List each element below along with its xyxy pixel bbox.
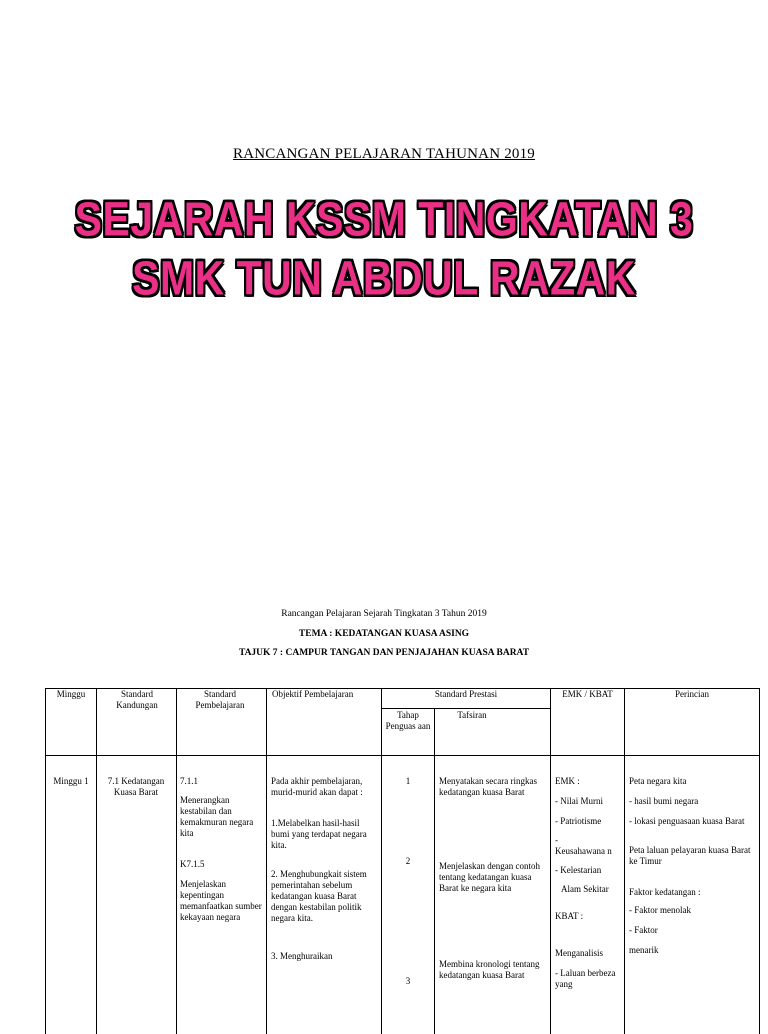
- kbat-menganalisis: Menganalisis: [555, 948, 603, 958]
- header-standard-pembelajaran: Standard Pembelajaran: [195, 689, 245, 710]
- tafsiran-2: Menjelaskan dengan contoh tentang kedatangan kuasa Barat ke negara kita: [439, 861, 540, 893]
- lesson-plan-table: [45, 688, 759, 1034]
- emk-nilai-murni: - Nilai Murni: [555, 796, 603, 806]
- sp-code-1: 7.1.1: [180, 776, 198, 786]
- emk-patriotisme: - Patriotisme: [555, 816, 602, 826]
- tahap-3: 3: [405, 976, 411, 986]
- cell-objektif: [271, 776, 375, 962]
- cell-standard-kandungan: 7.1 Kedatangan Kuasa Barat: [107, 776, 165, 797]
- emk-label: EMK :: [555, 776, 580, 786]
- school-title: SMK TUN ABDUL RAZAK: [132, 250, 636, 306]
- emk-dash: -: [555, 835, 558, 845]
- header-minggu: Minggu: [56, 689, 86, 699]
- tafsiran-3: Membina kronologi tentang kedatangan kuasa Barat: [439, 959, 540, 980]
- sp-text-2: Menjelaskan kepentingan memanfaatkan sumber kekayaan negara: [180, 879, 262, 922]
- kbat-laluan: - Laluan berbeza yang: [555, 968, 616, 989]
- subject-title: SEJARAH KSSM TINGKATAN 3: [74, 191, 694, 247]
- header-emk-kbat: EMK / KBAT: [562, 689, 613, 699]
- annual-plan-heading: RANCANGAN PELAJARAN TAHUNAN 2019: [232, 146, 535, 162]
- header-tahap: Tahap Penguas aan: [385, 710, 431, 731]
- header-objektif: Objektif Pembelajaran: [272, 689, 354, 699]
- per-hasil-bumi: - hasil bumi negara: [629, 796, 699, 806]
- sp-text-1: Menerangkan kestabilan dan kemakmuran negara kita: [180, 795, 254, 838]
- emk-kelestarian: - Kelestarian: [555, 865, 602, 875]
- header-standard-kandungan: Standard Kandungan: [116, 689, 158, 710]
- cell-perincian: [629, 776, 757, 956]
- tahap-2: 2: [405, 856, 411, 866]
- per-lokasi: - lokasi penguasaan kuasa Barat: [629, 816, 745, 826]
- cell-emk-kbat: [555, 776, 623, 990]
- per-menarik: menarik: [629, 945, 659, 955]
- obj-3: 3. Menghuraikan: [271, 951, 333, 961]
- topic-line: TAJUK 7 : CAMPUR TANGAN DAN PENJAJAHAN KUASA BARAT: [238, 648, 530, 658]
- tafsiran-1: Menyatakan secara ringkas kedatangan kuasa Barat: [439, 776, 537, 797]
- obj-2: 2. Menghubungkait sistem pemerintahan sebelum kedatangan kuasa Barat dengan kestabilan politik negara kita.: [271, 869, 367, 923]
- per-peta: Peta negara kita: [629, 776, 687, 786]
- header-tafsiran: Tafsiran: [457, 710, 487, 720]
- cell-minggu: Minggu 1: [53, 776, 89, 786]
- tahap-1: 1: [405, 776, 411, 786]
- obj-intro: Pada akhir pembelajaran, murid-murid akan dapat :: [271, 776, 363, 797]
- sp-code-2: K7.1.5: [180, 859, 205, 869]
- obj-1: 1.Melabelkan hasil-hasil bumi yang terdapat negara kita.: [271, 818, 367, 850]
- header-standard-prestasi: Standard Prestasi: [434, 689, 498, 699]
- theme-line: TEMA : KEDATANGAN KUASA ASING: [298, 629, 470, 639]
- cell-standard-pembelajaran: [180, 776, 262, 923]
- header-perincian: Perincian: [675, 689, 709, 699]
- per-menolak: - Faktor menolak: [629, 905, 691, 915]
- emk-keusahawanan: Keusahawana n: [555, 846, 612, 856]
- per-faktor2: - Faktor: [629, 925, 658, 935]
- emk-alam-sekitar: Alam Sekitar: [561, 884, 609, 894]
- kbat-label: KBAT :: [555, 911, 584, 921]
- per-faktor: Faktor kedatangan :: [629, 887, 701, 897]
- plan-subtitle: Rancangan Pelajaran Sejarah Tingkatan 3 Tahun 2019: [281, 609, 487, 619]
- per-peta-laluan: Peta laluan pelayaran kuasa Barat ke Timur: [629, 845, 751, 866]
